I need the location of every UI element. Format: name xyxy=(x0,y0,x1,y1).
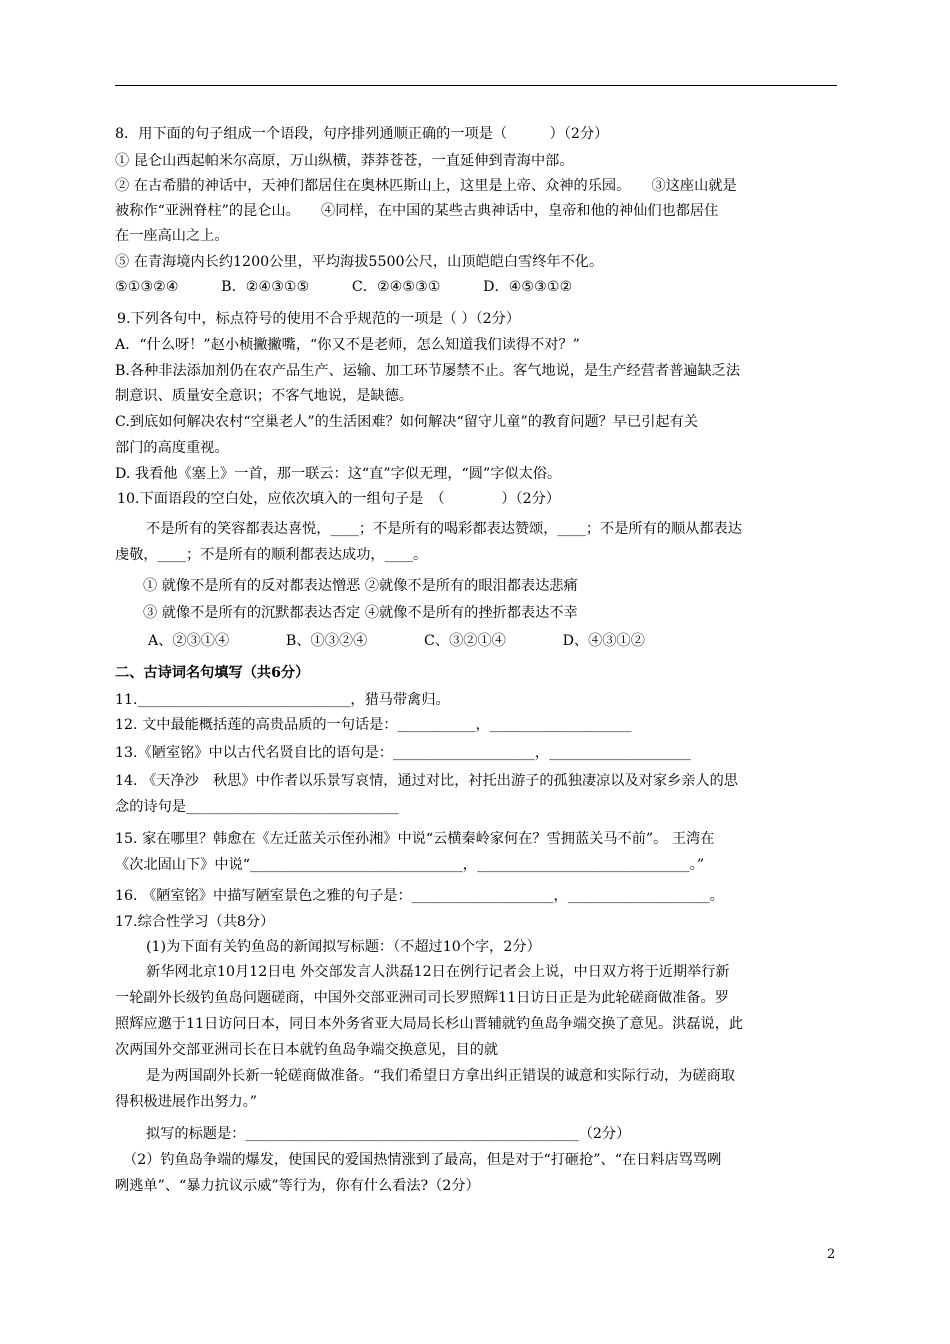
text-line: 《次北固山下》中说“______________________________，______________________________。” xyxy=(115,857,705,873)
text-line: 新华网北京10月12日电 外交部发言人洪磊12日在例行记者会上说，中日双方将于近期举行新 xyxy=(146,964,730,980)
text-line: B.各种非法添加剂仍在农产品生产、运输、加工环节屡禁不止。客气地说，是生产经营者普遍缺乏法 xyxy=(115,363,741,379)
text-line: 拟写的标题是：_______________________________________________（2分） xyxy=(146,1126,631,1142)
text-line: 在一座高山之上。 xyxy=(115,228,229,244)
text-line: 念的诗句是______________________________ xyxy=(115,799,399,815)
text-line: 部门的高度重视。 xyxy=(115,440,229,456)
text-line: 14. 《天净沙 秋思》中作者以乐景写哀情，通过对比，衬托出游子的孤独凄凉以及对家乡亲人的思 xyxy=(115,773,738,789)
text-line: ① 就像不是所有的反对都表达憎恶 ②就像不是所有的眼泪都表达悲痛 xyxy=(143,578,578,594)
text-line: 17.综合性学习（共8分） xyxy=(115,914,275,930)
text-line: (1)为下面有关钓鱼岛的新闻拟写标题：（不超过10个字，2分） xyxy=(146,939,541,955)
text-line: A、②③①④ B、①③②④ C、③②①④ D、④③①② xyxy=(148,633,645,649)
text-line: 10.下面语段的空白处，应依次填入的一组句子是 （ ）（2分） xyxy=(117,491,561,507)
text-line: 11.______________________________，猎马带禽归。 xyxy=(115,692,450,708)
text-line: 虔敬，____；不是所有的顺利都表达成功，____。 xyxy=(115,547,428,563)
text-line: 15. 家在哪里？韩愈在《左迁蓝关示侄孙湘》中说“云横秦岭家何在？雪拥蓝关马不前”。 王湾在 xyxy=(115,831,715,847)
text-line: 12. 文中最能概括莲的高贵品质的一句话是：___________，____________________ xyxy=(115,717,632,733)
text-line: 咧逃单”、“暴力抗议示威”等行为，你有什么看法?（2分） xyxy=(115,1178,480,1194)
page-number: 2 xyxy=(827,1247,836,1262)
text-line: 不是所有的笑容都表达喜悦，____；不是所有的喝彩都表达赞颂，____；不是所有的顺从都表达 xyxy=(146,521,742,537)
text-line: A．“什么呀！”赵小桢撇撇嘴，“你又不是老师，怎么知道我们读得不对？” xyxy=(115,337,580,353)
text-line: ⑤①③②④ B．②④③①⑤ C．②④⑤③① D．④⑤③①② xyxy=(115,279,573,295)
text-line: ② 在古希腊的神话中，天神们都居住在奥林匹斯山上，这里是上帝、众神的乐园。 ③这座山就是 xyxy=(115,178,737,194)
text-line: 照辉应邀于11日访问日本，同日本外务省亚大局局长杉山晋辅就钓鱼岛争端交换了意见。洪磊说，此 xyxy=(115,1016,744,1032)
text-line: 8．用下面的句子组成一个语段，句序排列通顺正确的一项是（ ）（2分） xyxy=(115,126,609,142)
text-line: 一轮副外长级钓鱼岛问题磋商，中国外交部亚洲司司长罗照辉11日访日正是为此轮磋商做准备。罗 xyxy=(115,990,729,1006)
text-line: ⑤ 在青海境内长约1200公里，平均海拔5500公尺，山顶皑皑白雪终年不化。 xyxy=(115,254,604,270)
text-line: 13.《陋室铭》中以古代名贤自比的语句是：____________________，____________________ xyxy=(115,745,691,761)
text-line: ③ 就像不是所有的沉默都表达否定 ④就像不是所有的挫折都表达不幸 xyxy=(143,605,578,621)
text-line: 得积极进展作出努力。” xyxy=(115,1094,258,1110)
text-line: 被称作“亚洲脊柱”的昆仑山。 ④同样，在中国的某些古典神话中，皇帝和他的神仙们也都居住 xyxy=(115,203,719,219)
text-line: 次两国外交部亚洲司长在日本就钓鱼岛争端交换意见，目的就 xyxy=(115,1042,499,1058)
header-rule xyxy=(115,85,837,86)
text-line: C.到底如何解决农村“空巢老人”的生活困难？如何解决“留守儿童”的教育问题？早已引起有关 xyxy=(115,414,698,430)
text-line: 9.下列各句中，标点符号的使用不合乎规范的一项是（ ）（2分） xyxy=(117,311,521,327)
text-line: ① 昆仑山西起帕米尔高原，万山纵横，莽莽苍苍，一直延伸到青海中部。 xyxy=(115,153,574,169)
text-line: 是为两国副外长新一轮磋商做准备。“我们希望日方拿出纠正错误的诚意和实际行动，为磋商取 xyxy=(146,1068,735,1084)
text-line: 制意识、质量安全意识；不客气地说，是缺德。 xyxy=(115,388,413,404)
text-line: （2）钓鱼岛争端的爆发，使国民的爱国热情涨到了最高，但是对于“打砸抢”、“在日料店骂骂咧 xyxy=(123,1152,722,1168)
text-line: D. 我看他《塞上》一首，那一联云：这“直”字似无理，“圆”字似太俗。 xyxy=(115,466,562,482)
section-heading: 二、古诗词名句填写（共6分） xyxy=(115,665,310,681)
text-line: 16. 《陋室铭》中描写陋室景色之雅的句子是：____________________，____________________。 xyxy=(115,888,724,904)
